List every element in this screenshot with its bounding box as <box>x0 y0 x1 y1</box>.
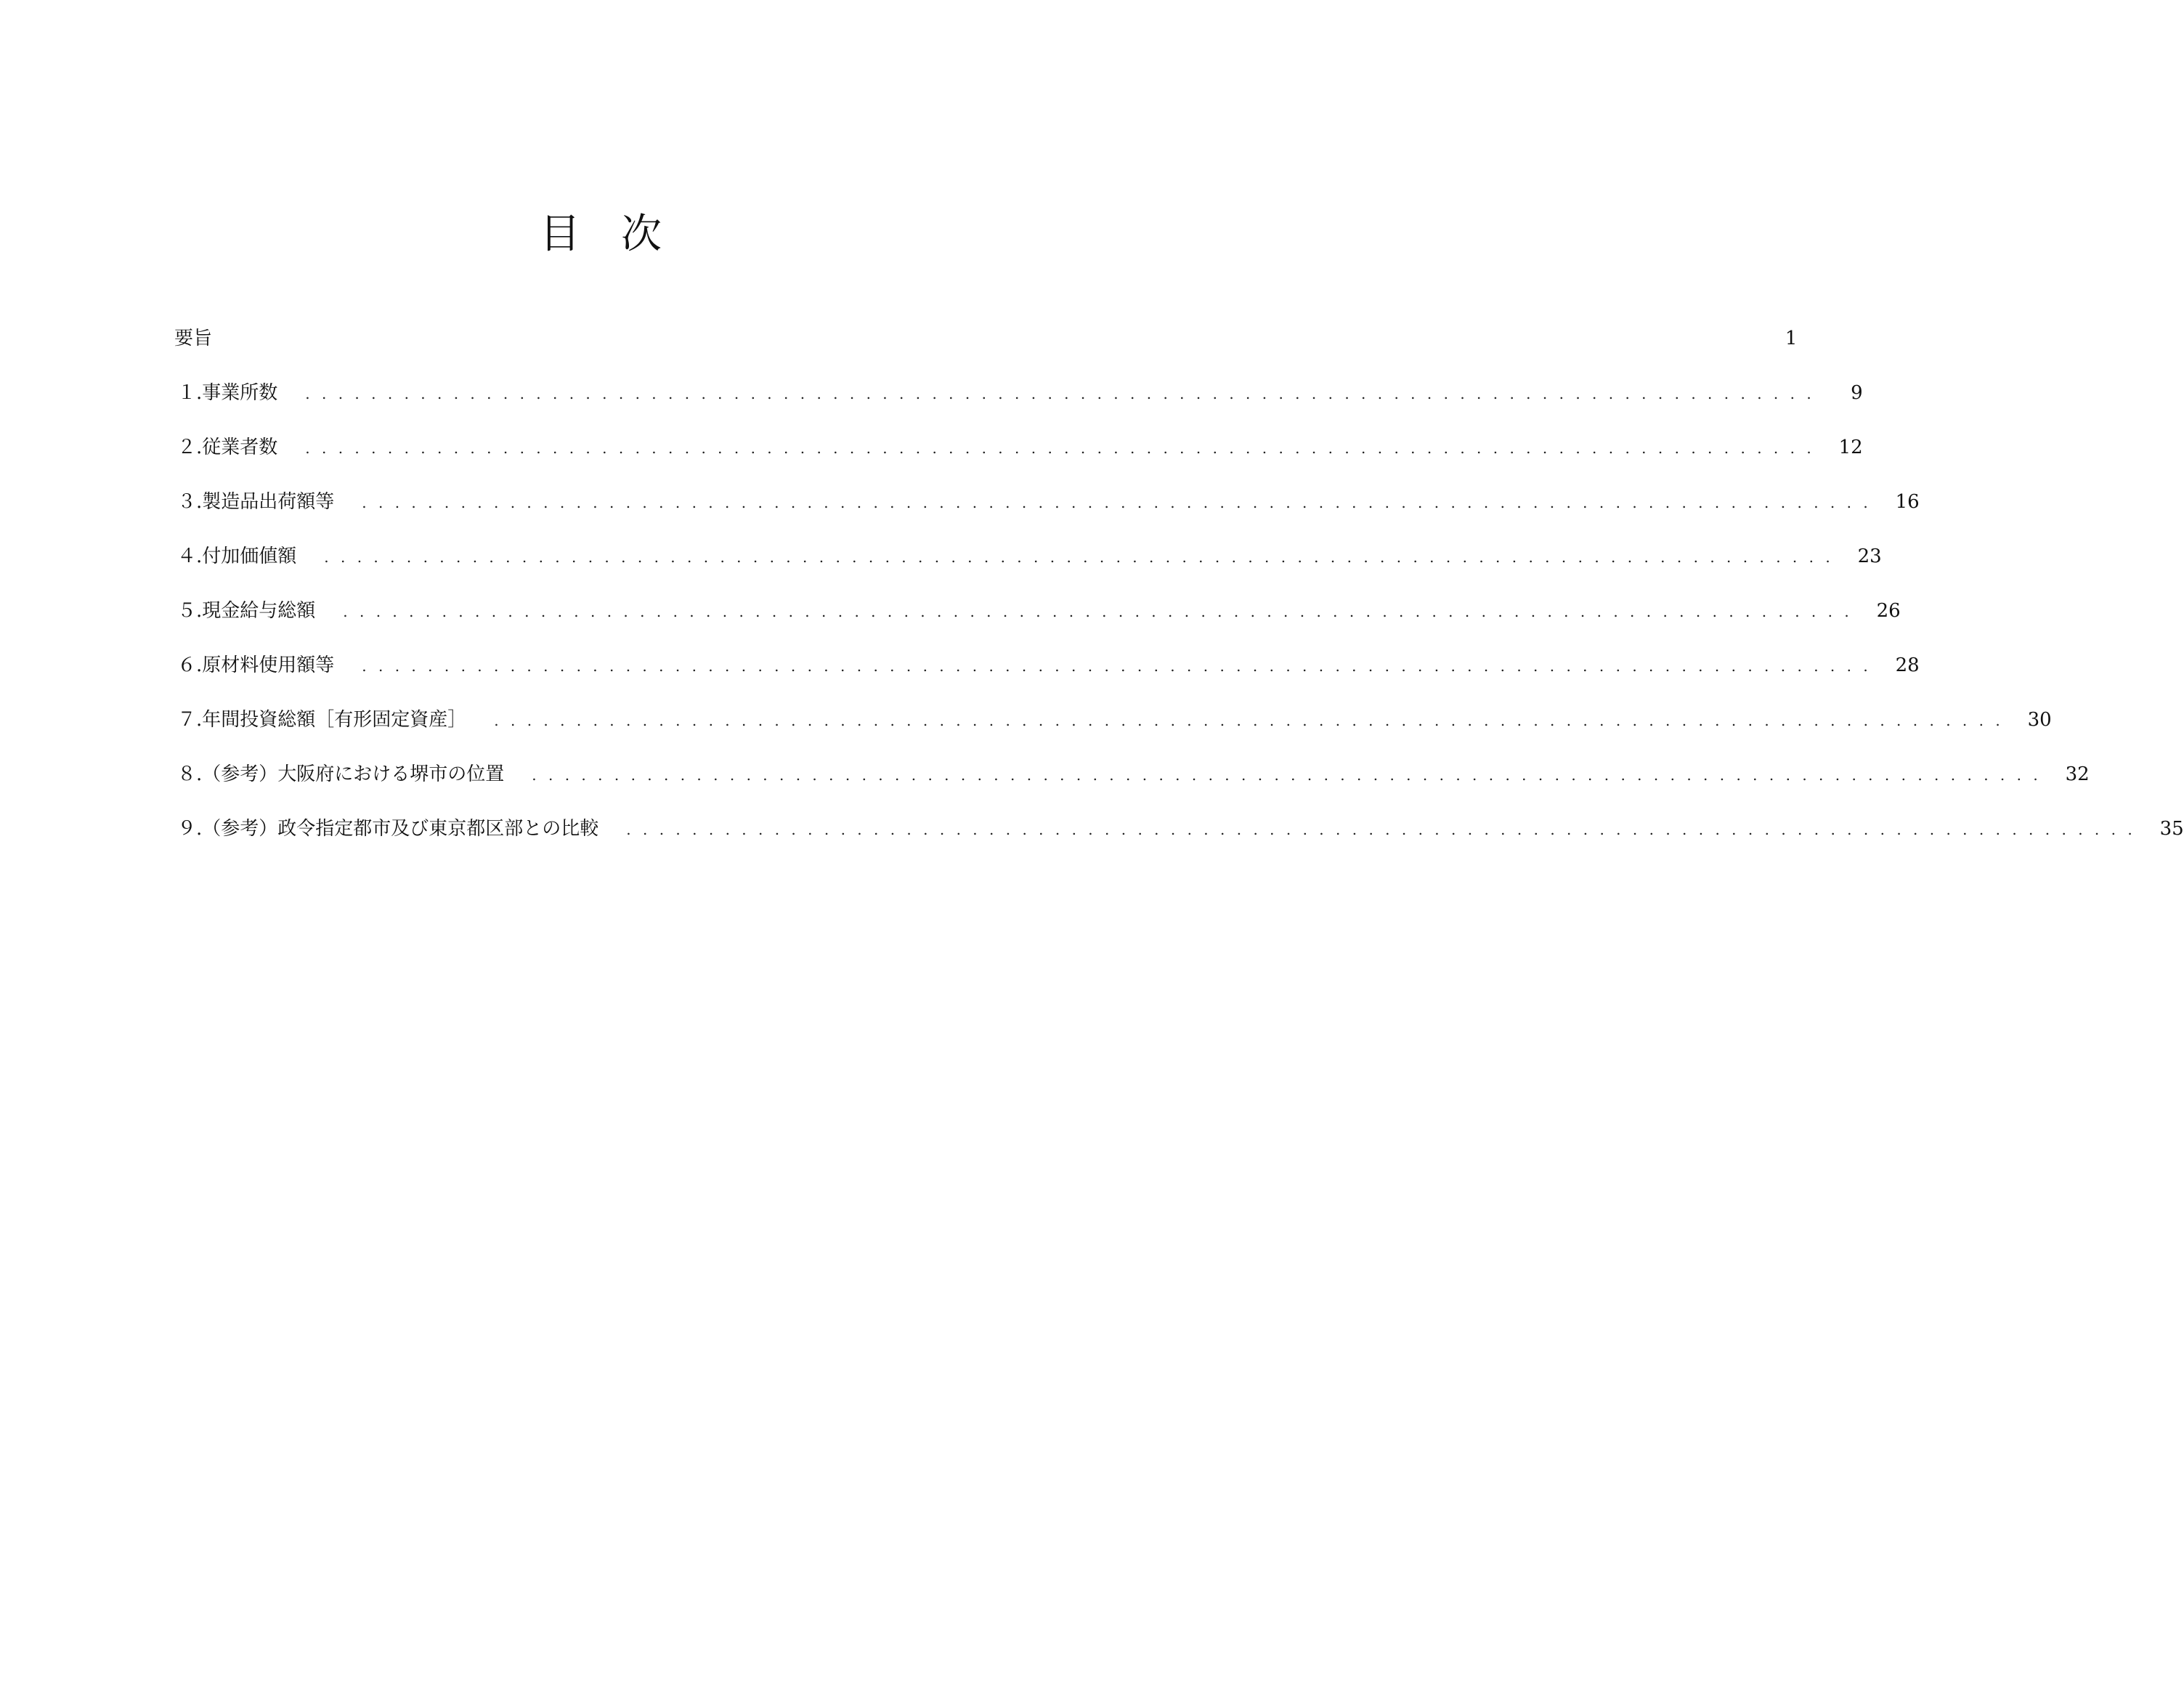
toc-dot-leader: . . . . . . . . . . . . . . . . . . . . . . . . . . . . . . . . . . . . . . . . . . . . . . . . . . . . . . . . . . . . . . . . . . . . . . . . . . . . . . . . . . . . . . . . . . . . <box>305 385 1815 402</box>
toc-entry-label: 付加価値額 <box>202 546 297 567</box>
toc-entry-summary[interactable] <box>174 324 1798 378</box>
toc-entry-3[interactable] <box>174 487 1920 542</box>
toc-dot-leader: . . . . . . . . . . . . . . . . . . . . . . . . . . . . . . . . . . . . . . . . . . . . . . . . . . . . . . . . . . . . . . . . . . . . . . . . . . . . . . . . . . . . . . . . . . . . <box>343 603 1853 620</box>
toc-entry-page-number: 1 <box>1785 328 1798 349</box>
toc-entry-8[interactable] <box>174 760 2090 814</box>
toc-entry-number: １. <box>177 382 203 404</box>
toc-dot-leader: . . . . . . . . . . . . . . . . . . . . . . . . . . . . . . . . . . . . . . . . . . . . . . . . . . . . . . . . . . . . . . . . . . . . . . . . . . . . . . . . . . . . . . . . . . . . <box>324 548 1834 566</box>
toc-entry-label: 事業所数 <box>202 382 278 404</box>
toc-entry-6[interactable] <box>174 651 1920 705</box>
toc-entry-page-number: 35 <box>2159 818 2184 840</box>
toc-entry-label: 年間投資総額［有形固定資産］ <box>202 709 467 731</box>
toc-entry-number: ２. <box>177 437 203 458</box>
toc-entry-number: ７. <box>177 709 203 731</box>
toc-dot-leader: . . . . . . . . . . . . . . . . . . . . . . . . . . . . . . . . . . . . . . . . . . . . . . . . . . . . . . . . . . . . . . . . . . . . . . . . . . . . . . . . . . . . . . . . . . . . <box>532 766 2042 784</box>
toc-entry-label: 原材料使用額等 <box>202 654 335 676</box>
toc-entry-page-number: 32 <box>2065 763 2090 785</box>
toc-entry-label: 現金給与総額 <box>202 600 316 622</box>
toc-dot-leader: . . . . . . . . . . . . . . . . . . . . . . . . . . . . . . . . . . . . . . . . . . . . . . . . . . . . . . . . . . . . . . . . . . . . . . . . . . . . . . . . . . . . . . . . . . . . <box>362 494 1872 511</box>
toc-entry-page-number: 12 <box>1838 437 1863 458</box>
toc-entry-1[interactable] <box>174 378 1863 433</box>
toc-entry-number: ９. <box>177 818 203 840</box>
toc-entry-page-number: 23 <box>1857 546 1882 567</box>
toc-entry-page-number: 30 <box>2027 709 2052 731</box>
toc-entry-4[interactable] <box>174 542 1882 596</box>
toc-entry-label: 製造品出荷額等 <box>202 491 335 513</box>
toc-dot-leader: . . . . . . . . . . . . . . . . . . . . . . . . . . . . . . . . . . . . . . . . . . . . . . . . . . . . . . . . . . . . . . . . . . . . . . . . . . . . . . . . . . . . . . . . . . . . <box>362 657 1872 675</box>
toc-entry-number: ５. <box>177 600 203 622</box>
toc-entry-9[interactable] <box>174 814 2184 869</box>
page-title: 目 次 <box>540 211 662 258</box>
toc-entry-page-number: 9 <box>1851 382 1863 404</box>
toc-entry-number: ４. <box>177 546 203 567</box>
toc-entry-2[interactable] <box>174 433 1863 487</box>
toc-entry-page-number: 28 <box>1895 654 1920 676</box>
toc-dot-leader: . . . . . . . . . . . . . . . . . . . . . . . . . . . . . . . . . . . . . . . . . . . . . . . . . . . . . . . . . . . . . . . . . . . . . . . . . . . . . . . . . . . . . . . . . . . . <box>305 439 1815 457</box>
toc-entry-label: 要旨 <box>174 328 213 349</box>
toc-entry-page-number: 26 <box>1876 600 1901 622</box>
toc-entry-label: （参考）大阪府における堺市の位置 <box>202 763 505 785</box>
toc-entry-number: ３. <box>177 491 203 513</box>
toc-entry-label: （参考）政令指定都市及び東京都区部との比較 <box>202 818 599 840</box>
toc-entry-page-number: 16 <box>1895 491 1920 513</box>
toc-dot-leader: . . . . . . . . . . . . . . . . . . . . . . . . . . . . . . . . . . . . . . . . . . . . . . . . . . . . . . . . . . . . . . . . . . . . . . . . . . . . . . . . . . . . . . . . . . . . <box>626 821 2136 838</box>
toc-entry-label: 従業者数 <box>202 437 278 458</box>
toc-entry-number: ６. <box>177 654 203 676</box>
toc-entry-number: ８. <box>177 763 203 785</box>
toc-entry-7[interactable] <box>174 705 2052 760</box>
table-of-contents <box>174 324 2184 869</box>
toc-dot-leader: . . . . . . . . . . . . . . . . . . . . . . . . . . . . . . . . . . . . . . . . . . . . . . . . . . . . . . . . . . . . . . . . . . . . . . . . . . . . . . . . . . . . . . . . . . . . <box>494 712 2004 729</box>
toc-entry-5[interactable] <box>174 596 1901 651</box>
